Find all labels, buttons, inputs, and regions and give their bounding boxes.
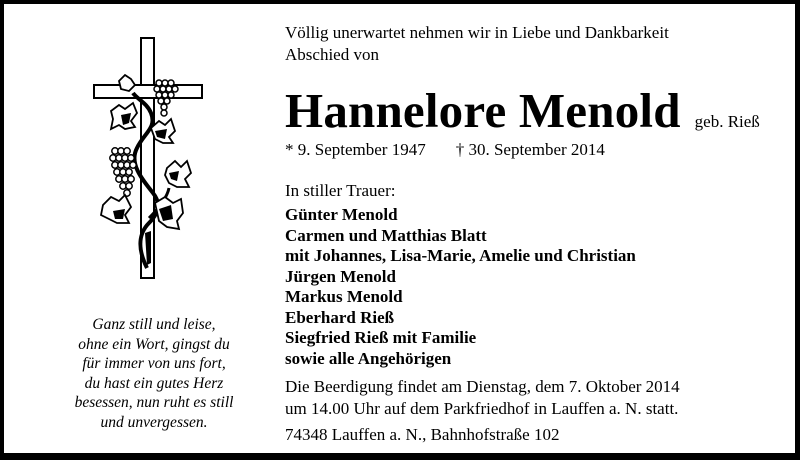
funeral-line: um 14.00 Uhr auf dem Parkfriedhof in Lauffen a. N. statt. xyxy=(285,399,679,418)
poem-line: und unvergessen. xyxy=(100,413,208,431)
cross-with-grapevine-icon xyxy=(89,33,209,283)
birth-date: * 9. September 1947 xyxy=(285,140,426,159)
poem-line: ohne ein Wort, gingst du xyxy=(78,335,230,353)
deceased-name: Hannelore Menold xyxy=(285,83,681,138)
life-dates xyxy=(285,139,605,161)
death-date: † 30. September 2014 xyxy=(455,140,605,159)
intro-text xyxy=(285,22,669,66)
poem-line: für immer von uns fort, xyxy=(82,355,226,373)
mourner: Siegfried Rieß mit Familie xyxy=(285,328,477,347)
mourners-list xyxy=(285,205,636,369)
funeral-info xyxy=(285,376,680,420)
mourner: mit Johannes, Lisa-Marie, Amelie und Christian xyxy=(285,246,636,265)
poem xyxy=(44,315,264,433)
mourning-label: In stiller Trauer: xyxy=(285,181,396,200)
deceased-name-row xyxy=(285,83,760,139)
mourner: sowie alle Angehörigen xyxy=(285,348,452,368)
address: 74348 Lauffen a. N., Bahnhofstraße 102 xyxy=(285,425,560,444)
intro-line: Völlig unerwartet nehmen wir in Liebe und Dankbarkeit xyxy=(285,23,669,42)
maiden-name: geb. Rieß xyxy=(694,112,760,131)
mourner: Carmen und Matthias Blatt xyxy=(285,225,487,245)
poem-line: du hast ein gutes Herz xyxy=(84,374,224,392)
intro-line: Abschied von xyxy=(285,45,379,64)
mourner: Jürgen Menold xyxy=(285,266,396,286)
mourner: Markus Menold xyxy=(285,287,403,306)
mourner: Günter Menold xyxy=(285,205,398,224)
poem-line: Ganz still und leise, xyxy=(92,316,216,333)
poem-line: besessen, nun ruht es still xyxy=(74,394,234,412)
obituary-card xyxy=(4,4,795,453)
funeral-line: Die Beerdigung findet am Dienstag, dem 7. Oktober 2014 xyxy=(285,377,680,396)
mourner: Eberhard Rieß xyxy=(285,307,395,327)
